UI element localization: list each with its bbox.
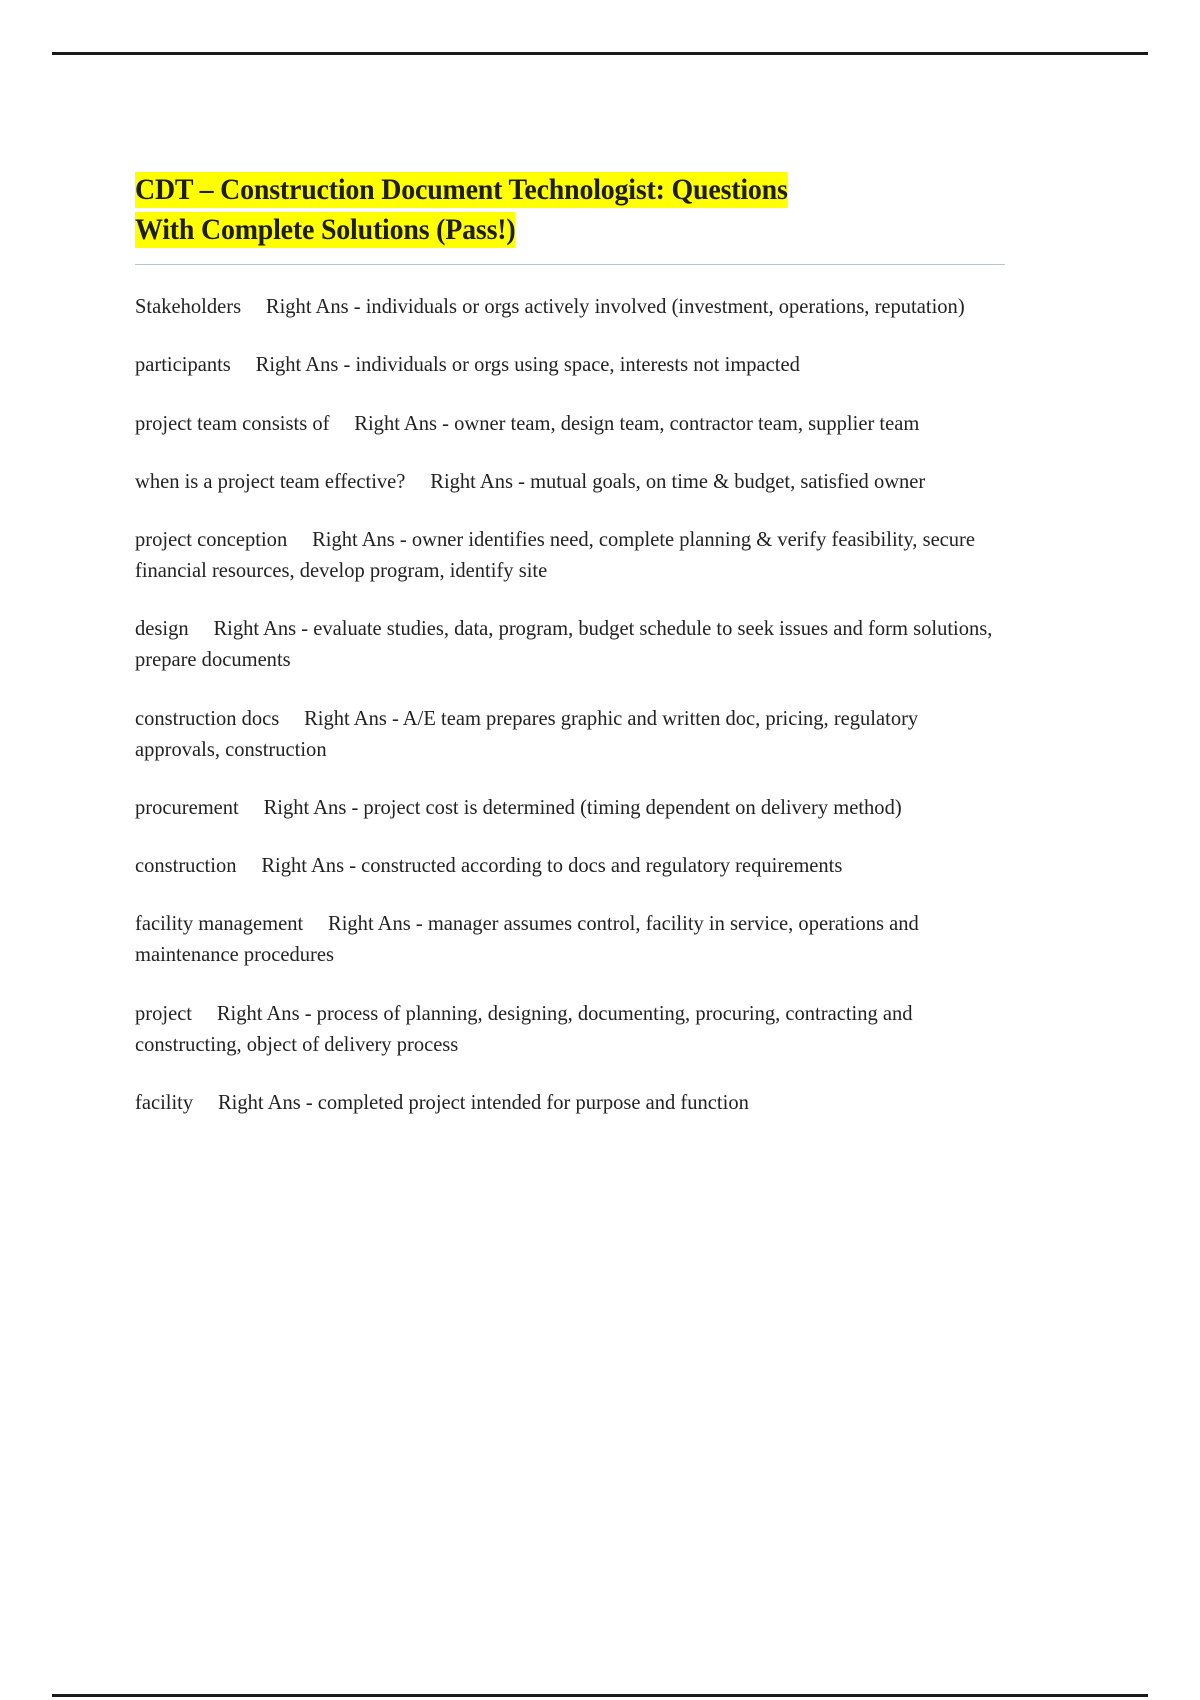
qa-term: project conception <box>135 526 288 551</box>
qa-term: project team consists of <box>135 410 330 435</box>
qa-answer: Right Ans - owner team, design team, contractor team, supplier team <box>354 410 920 435</box>
qa-item <box>135 850 1004 881</box>
title-divider <box>135 264 1005 265</box>
qa-term: Stakeholders <box>135 294 242 319</box>
qa-term: facility management <box>135 911 304 936</box>
qa-term: facility <box>135 1089 194 1114</box>
qa-item <box>135 908 1004 970</box>
page-title-line-1: CDT – Construction Document Technologist: Questions <box>135 173 788 206</box>
qa-term: design <box>135 616 189 641</box>
qa-answer: Right Ans - mutual goals, on time & budget, satisfied owner <box>430 468 926 493</box>
qa-term: project <box>135 1000 193 1025</box>
qa-item <box>135 349 1004 380</box>
qa-term: procurement <box>135 794 239 819</box>
qa-answer: Right Ans - evaluate studies, data, program, budget schedule to seek issues and form solutions, prepare documents <box>135 616 993 672</box>
qa-item <box>135 792 1004 823</box>
qa-item <box>135 998 1004 1060</box>
qa-term: when is a project team effective? <box>135 468 406 493</box>
qa-item <box>135 466 1004 497</box>
qa-answer: Right Ans - completed project intended for purpose and function <box>217 1089 749 1114</box>
qa-answer: Right Ans - project cost is determined (timing dependent on delivery method) <box>263 794 902 819</box>
qa-answer: Right Ans - constructed according to docs and regulatory requirements <box>261 853 843 878</box>
qa-list <box>135 291 1005 1118</box>
page-bottom-rule <box>52 1694 1148 1697</box>
qa-answer: Right Ans - manager assumes control, facility in service, operations and maintenance procedures <box>135 911 919 967</box>
qa-answer: Right Ans - individuals or orgs using space, interests not impacted <box>255 352 800 377</box>
qa-item <box>135 1087 1004 1118</box>
page-top-rule <box>52 52 1148 55</box>
qa-item <box>135 408 1004 439</box>
qa-item <box>135 613 1004 675</box>
qa-item <box>135 703 1004 765</box>
qa-answer: Right Ans - process of planning, designing, documenting, procuring, contracting and constructing, object of delivery process <box>135 1000 913 1056</box>
qa-item <box>135 291 1004 322</box>
qa-item <box>135 524 1004 586</box>
qa-term: construction <box>135 853 237 878</box>
page-title-line-2: With Complete Solutions (Pass!) <box>135 212 516 246</box>
qa-term: construction docs <box>135 705 280 730</box>
qa-answer: Right Ans - individuals or orgs actively involved (investment, operations, reputation) <box>265 294 965 319</box>
qa-term: participants <box>135 352 231 377</box>
page-title <box>135 170 944 249</box>
qa-answer: Right Ans - A/E team prepares graphic and written doc, pricing, regulatory approvals, construction <box>135 705 919 761</box>
document-content <box>135 170 1005 1145</box>
qa-answer: Right Ans - owner identifies need, complete planning & verify feasibility, secure financial resources, develop program, identify site <box>135 526 976 583</box>
